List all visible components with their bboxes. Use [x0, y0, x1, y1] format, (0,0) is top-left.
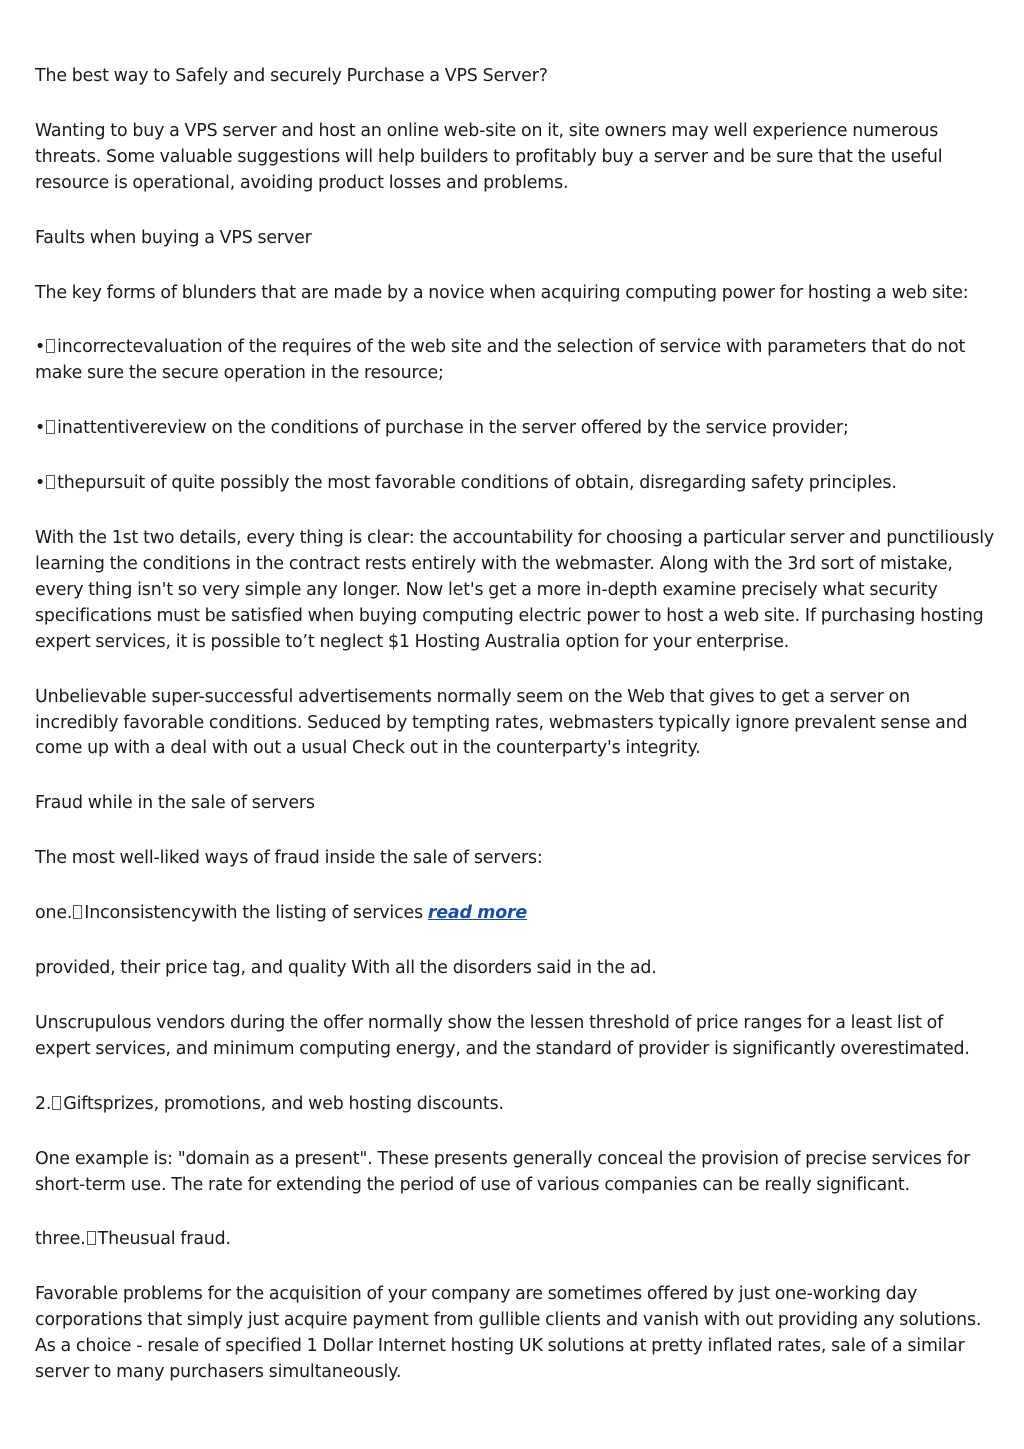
bullet-first-word: the	[57, 473, 86, 494]
vendors-paragraph: Unscrupulous vendors during the offer normally show the lessen threshold of price ranges for a least list of expert services, and minimum computing energy, and the standard of provider is significantly overestimated.	[35, 1012, 970, 1059]
item-number: three.	[35, 1229, 86, 1250]
item-number: one.	[35, 903, 73, 924]
numbered-item-1	[35, 901, 995, 927]
bullet-item	[35, 416, 995, 442]
bullet-text: pursuit of quite possibly the most favorable conditions of obtain, disregarding safety principles.	[85, 473, 897, 494]
bullet-marker: •	[35, 337, 46, 358]
read-more-link[interactable]: read more	[427, 903, 528, 924]
intro-paragraph: Wanting to buy a VPS server and host an online web-site on it, site owners may well experience numerous threats. Some valuable suggestions will help builders to profitably buy a server and be sure that the useful resource is operational, avoiding product losses and problems.	[35, 120, 943, 193]
bullet-marker: •	[35, 418, 46, 439]
section-heading-faults: Faults when buying a VPS server	[35, 227, 312, 248]
item-first-word: Gifts	[63, 1093, 103, 1114]
numbered-item-3	[35, 1227, 995, 1253]
section-lead-faults: The key forms of blunders that are made by a novice when acquiring computing power for hosting a web site:	[35, 282, 969, 303]
section-lead-fraud: The most well-liked ways of fraud inside the sale of servers:	[35, 848, 543, 869]
bullet-marker: •	[35, 473, 46, 494]
missing-glyph-icon	[73, 905, 82, 919]
bullet-item	[35, 471, 995, 497]
bullet-first-word: incorrect	[57, 337, 133, 358]
ads-paragraph: Unbelievable super-successful advertisements normally seem on the Web that gives to get a server on incredibly favorable conditions. Seduced by tempting rates, webmasters typically ignore prevalent sense and come up with a deal with out a usual Check out in the counterparty's integrity.	[35, 686, 968, 759]
bullet-first-word: inattentive	[57, 418, 150, 439]
section-heading-fraud: Fraud while in the sale of servers	[35, 793, 315, 814]
bullet-text: review on the conditions of purchase in the server offered by the service provider;	[149, 418, 849, 439]
missing-glyph-icon	[52, 1096, 61, 1110]
item-text: prizes, promotions, and web hosting discounts.	[102, 1093, 504, 1114]
favorable-paragraph: Favorable problems for the acquisition of your company are sometimes offered by just one-working day corporations that simply just acquire payment from gullible clients and vanish with out providing any solutions. As a choice - resale of specified 1 Dollar Internet hosting UK solutions at pretty inflated rates, sale of a similar server to many purchasers simultaneously.	[35, 1284, 982, 1383]
item-text: usual fraud.	[129, 1229, 231, 1250]
item-text: with the listing of services	[201, 903, 428, 924]
numbered-item-2	[35, 1092, 995, 1118]
document-title: The best way to Safely and securely Purchase a VPS Server?	[35, 66, 548, 86]
item-first-word: Inconsistency	[84, 903, 202, 924]
missing-glyph-icon	[87, 1231, 96, 1245]
document-page	[35, 64, 995, 1415]
bullet-text: evaluation of the requires of the web site and the selection of service with parameters that do not make sure the secure operation in the resource;	[35, 337, 966, 384]
missing-glyph-icon	[46, 339, 55, 353]
details-paragraph: With the 1st two details, every thing is clear: the accountability for choosing a particular server and punctiliously learning the conditions in the contract rests entirely with the webmaster. Along with the 3rd sort of mistake, every thing isn't so very simple any longer. Now let's get a more in-depth examine precisely what security specifications must be satisfied when buying computing electric power to host a web site. If purchasing hosting expert services, it is possible to’t neglect $1 Hosting Australia option for your enterprise.	[35, 528, 995, 652]
bullet-item	[35, 335, 995, 387]
item-first-word: The	[97, 1229, 130, 1250]
item1-continuation: provided, their price tag, and quality With all the disorders said in the ad.	[35, 958, 657, 979]
example-paragraph: One example is: "domain as a present". These presents generally conceal the provision of precise services for short-term use. The rate for extending the period of use of various companies can be really significant.	[35, 1148, 971, 1195]
missing-glyph-icon	[46, 475, 55, 489]
missing-glyph-icon	[46, 420, 55, 434]
item-number: 2.	[35, 1093, 52, 1114]
